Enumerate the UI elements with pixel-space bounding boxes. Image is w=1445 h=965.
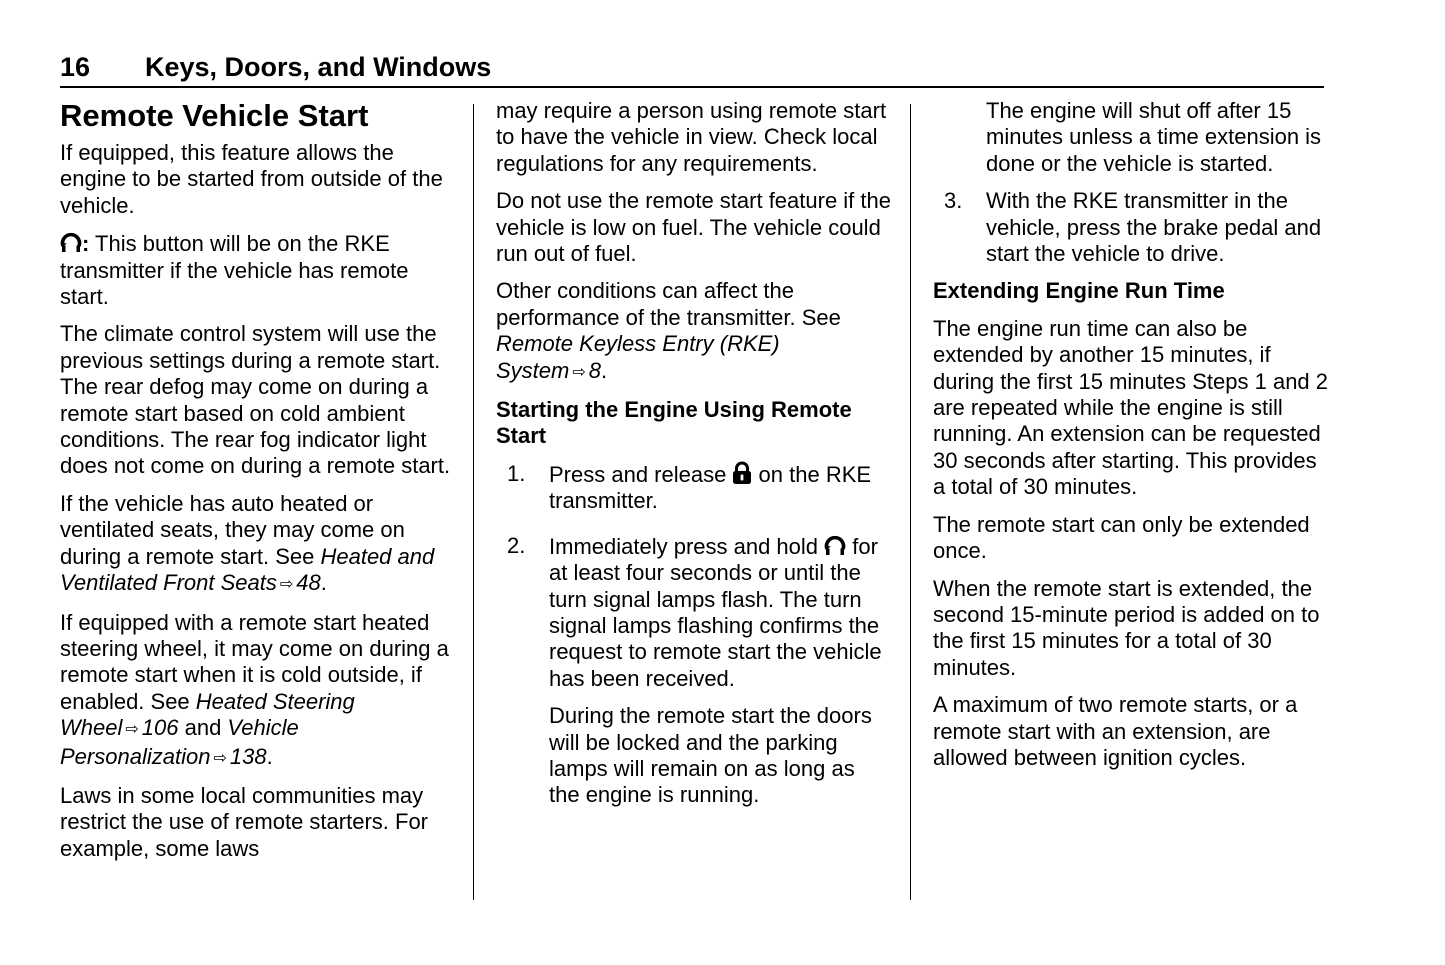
- text-span: for at least four seconds or until the turn signal lamps flash. The turn signal lamps flashing confirms the request to remote start the vehicle has been received.: [549, 533, 882, 691]
- text-span: If the vehicle has auto heated or ventilated seats, they may come on during a remote start. See: [60, 490, 405, 569]
- chapter-title: Keys, Doors, and Windows: [145, 52, 492, 82]
- step-note: The engine will shut off after 15 minutes unless a time extension is done or the vehicle is started.: [986, 98, 1322, 176]
- paragraph: may require a person using remote start to have the vehicle in view. Check local regulations for any requirements.: [496, 98, 887, 176]
- page-reference[interactable]: 138: [229, 743, 267, 769]
- page-reference[interactable]: 48: [296, 570, 321, 596]
- paragraph: A maximum of two remote starts, or a remote start with an extension, are allowed between ignition cycles.: [933, 692, 1298, 770]
- page-ref-arrow-icon: ⇨: [572, 363, 586, 381]
- column-divider: [473, 104, 474, 900]
- column-divider: [910, 104, 911, 900]
- column-1: [60, 98, 455, 873]
- steps-list: [933, 188, 1328, 267]
- text-span: .: [601, 357, 608, 383]
- lock-icon: [732, 461, 752, 485]
- text-span: and: [178, 715, 228, 741]
- subheading: Starting the Engine Using Remote Start: [496, 397, 852, 449]
- paragraph: If equipped, this feature allows the engine to be started from outside of the vehicle.: [60, 140, 443, 218]
- list-item: [496, 461, 891, 515]
- remote-start-icon: [824, 533, 846, 557]
- list-item: [496, 533, 891, 809]
- text-span: .: [320, 570, 327, 596]
- step-number: 3.: [944, 188, 963, 214]
- section-title: Remote Vehicle Start: [60, 98, 369, 133]
- page-ref-arrow-icon: ⇨: [213, 749, 227, 767]
- cross-reference-link[interactable]: Heated and Ventilated Front Seats: [60, 543, 435, 596]
- page-reference[interactable]: 106: [141, 715, 179, 741]
- text-span: .: [266, 743, 273, 769]
- cross-reference-link[interactable]: Vehicle Personalization: [60, 715, 299, 769]
- step-number: 2.: [507, 532, 526, 558]
- paragraph: [60, 230, 455, 310]
- cross-reference-link[interactable]: Remote Keyless Entry (RKE) System: [496, 331, 780, 383]
- steps-list: [496, 461, 891, 809]
- text-span: Immediately press and hold: [549, 533, 825, 559]
- page-ref-arrow-icon: ⇨: [279, 576, 294, 594]
- paragraph: The climate control system will use the previous settings during a remote start. The rear defog may come on during a remote start based on cold ambient conditions. The rear fog indicator light does not come on during a remote start.: [60, 321, 451, 479]
- list-item: [933, 188, 1328, 267]
- page-header: [60, 52, 1324, 88]
- paragraph: The remote start can only be extended once.: [933, 511, 1310, 564]
- text-span: If equipped with a remote start heated steering wheel, it may come on during a remote start when it is cold outside, if enabled. See: [60, 609, 449, 714]
- page-reference[interactable]: 8: [588, 357, 602, 383]
- step-number: 1.: [507, 460, 526, 486]
- text-span: Press and release: [549, 461, 733, 487]
- text-span: With the RKE transmitter in the vehicle, press the brake pedal and start the vehicle to drive.: [986, 188, 1322, 267]
- colon: :: [82, 231, 90, 257]
- paragraph: [496, 278, 891, 386]
- text-span: This button will be on the RKE transmitter if the vehicle has remote start.: [60, 231, 409, 310]
- subheading: Extending Engine Run Time: [933, 278, 1225, 304]
- text-span: Other conditions can affect the performance of the transmitter. See: [496, 278, 841, 330]
- paragraph: Do not use the remote start feature if the vehicle is low on fuel. The vehicle could run out of fuel.: [496, 188, 891, 267]
- paragraph: [60, 491, 455, 599]
- cross-reference-link[interactable]: Heated Steering Wheel: [60, 688, 355, 741]
- page-ref-arrow-icon: ⇨: [125, 721, 139, 739]
- page-number: 16: [60, 52, 91, 82]
- paragraph: [60, 610, 455, 772]
- paragraph: The engine run time can also be extended by another 15 minutes, if during the first 15 minutes Steps 1 and 2 are repeated while the engine is still running. An extension can be requested 30 seconds after starting. This provides a total of 30 minutes.: [933, 315, 1329, 500]
- step-note: During the remote start the doors will be locked and the parking lamps will remain on as long as the engine is running.: [549, 703, 872, 808]
- paragraph: Laws in some local communities may restrict the use of remote starters. For example, some laws: [60, 782, 429, 861]
- paragraph: When the remote start is extended, the second 15-minute period is added on to the first 15 minutes for a total of 30 minutes.: [933, 575, 1320, 680]
- column-3: [933, 98, 1328, 782]
- remote-start-icon: [60, 230, 82, 254]
- text-span: on the RKE transmitter.: [549, 461, 872, 514]
- column-2: [496, 98, 891, 827]
